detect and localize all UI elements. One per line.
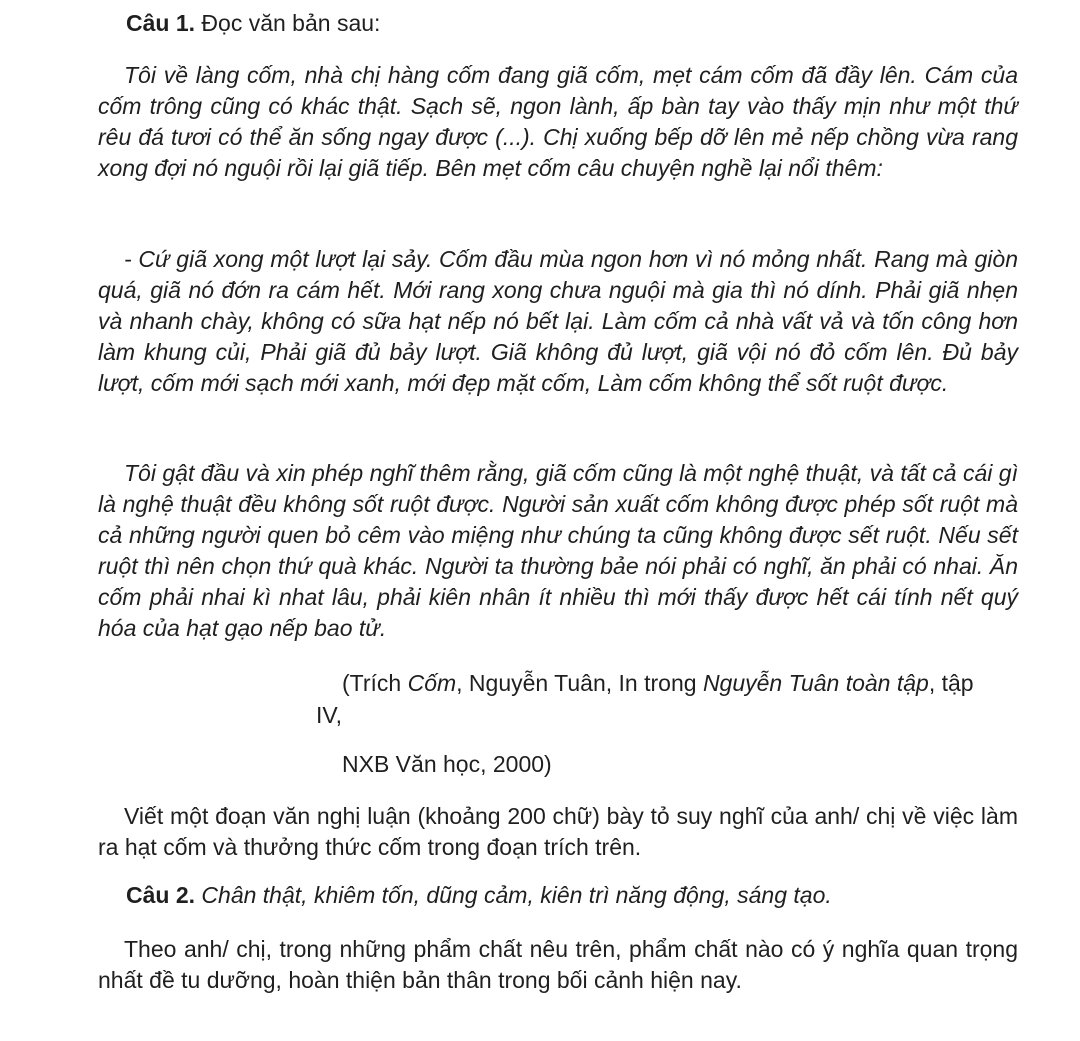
question2-task: Theo anh/ chị, trong những phẩm chất nêu trên, phẩm chất nào có ý nghĩa quan trọng nhất đề tu dưỡng, hoàn thiện bản thân trong bối cảnh hiện nay. <box>98 936 1018 993</box>
citation-publisher: NXB Văn học, 2000) <box>342 751 552 777</box>
question2-label: Câu 2. <box>126 882 196 908</box>
passage-paragraph-2: - Cứ giã xong một lượt lại sảy. Cốm đầu mùa ngon hơn vì nó mỏng nhất. Rang mà giòn quá, giã nó đớn ra cám hết. Mới rang xong chưa nguội mà gia thì nó dính. Phải giã nhẹn và nhanh chày, không có sữa hạt nếp nó bết lại. Làm cốm cả nhà vất vả và tốn công hơn làm khung củi, Phải giã đủ bảy lượt. Giã không đủ lượt, giã vội nó đỏ cốm lên. Đủ bảy lượt, cốm mới sạch mới xanh, mới đẹp mặt cốm, Làm cốm không thể sốt ruột được. <box>98 246 1018 396</box>
passage-paragraph-1: Tôi về làng cốm, nhà chị hàng cốm đang giã cốm, mẹt cám cốm đã đầy lên. Cám của cốm trông cũng có khác thật. Sạch sẽ, ngon lành, ấp bàn tay vào thấy mịn như một thứ rêu đá tươi có thể ăn sống ngay được (...). Chị xuống bếp dỡ lên mẻ nếp chồng vừa rang xong đợi nó nguội rồi lại giã tiếp. Bên mẹt cốm câu chuyện nghề lại nổi thêm: <box>98 62 1018 181</box>
citation-line-1: (Trích Cốm, Nguyễn Tuân, In trong Nguyễn Tuân toàn tập, tập <box>342 670 974 696</box>
citation-work-title: Cốm <box>407 670 457 696</box>
citation-volume: IV, <box>316 702 343 728</box>
passage-paragraph-3: Tôi gật đầu và xin phép nghĩ thêm rằng, giã cốm cũng là một nghệ thuật, và tất cả cái gì là nghệ thuật đều không sốt ruột được. Người sản xuất cốm không được phép sốt ruột mà cả những người quen bỏ cêm vào miệng như chúng ta cũng không được sết ruột. Nếu sết ruột thì nên chọn thứ quà khác. Người ta thường bảe nói phải có nghĩ, ăn phải có nhai. Ăn cốm phải nhai kì nhat lâu, phải kiên nhân ít nhiều thì mới thấy được hết cái tính nết quý hóa của hạt gạo nếp bao tử. <box>98 460 1018 641</box>
citation-collection-title: Nguyễn Tuân toàn tập <box>702 670 929 696</box>
question1-label: Câu 1. <box>126 10 196 36</box>
question1-heading <box>126 8 380 39</box>
question1-task: Viết một đoạn văn nghị luận (khoảng 200 chữ) bày tỏ suy nghĩ của anh/ chị về việc làm ra hạt cốm và thưởng thức cốm trong đoạn trích trên. <box>98 803 1018 860</box>
question2-heading <box>126 880 832 911</box>
question1-instruction: Đọc văn bản sau: <box>201 10 381 36</box>
question2-qualities: Chân thật, khiêm tốn, dũng cảm, kiên trì năng động, sáng tạo. <box>201 882 832 908</box>
